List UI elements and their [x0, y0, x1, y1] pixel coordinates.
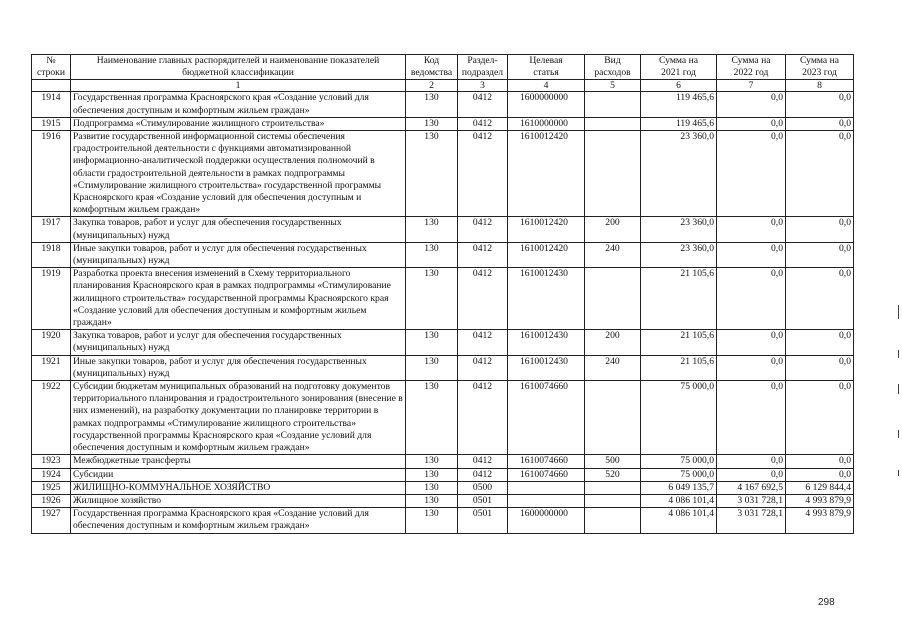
indicator-name-cell: ЖИЛИЩНО-КОММУНАЛЬНОЕ ХОЗЯЙСТВО [71, 481, 406, 494]
row-number-cell: 1927 [32, 508, 71, 533]
scan-margin-mark [898, 470, 899, 476]
department-code-cell: 130 [406, 381, 458, 455]
colnum-cell: 5 [585, 80, 641, 92]
header-section: Раздел- подраздел [458, 55, 508, 80]
sum-2022-cell: 0,0 [717, 268, 786, 330]
scan-margin-mark [898, 384, 899, 394]
sum-2023-cell: 0,0 [786, 455, 854, 468]
indicator-name-cell: Закупка товаров, работ и услуг для обеспечения государственных (муниципальных) нужд [71, 217, 406, 242]
sum-2021-cell: 6 049 135,7 [641, 481, 717, 494]
table-body [32, 92, 854, 533]
expense-type-cell [585, 481, 641, 494]
department-code-cell: 130 [406, 468, 458, 481]
row-number-cell: 1924 [32, 468, 71, 481]
table-row [32, 481, 854, 494]
sum-2023-cell: 6 129 844,4 [786, 481, 854, 494]
indicator-name-cell: Подпрограмма «Стимулирование жилищного строительства» [71, 117, 406, 130]
indicator-name-cell: Жилищное хозяйство [71, 494, 406, 507]
colnum-cell: 1 [71, 80, 406, 92]
sum-2021-cell: 21 105,6 [641, 330, 717, 355]
sum-2021-cell: 4 086 101,4 [641, 508, 717, 533]
section-cell: 0501 [458, 508, 508, 533]
scan-margin-mark [898, 305, 899, 319]
indicator-name-cell: Иные закупки товаров, работ и услуг для обеспечения государственных (муниципальных) нужд [71, 242, 406, 267]
expense-type-cell [585, 381, 641, 455]
colnum-cell: 2 [406, 80, 458, 92]
target-article-cell: 1600000000 [508, 92, 585, 117]
department-code-cell: 130 [406, 355, 458, 380]
row-number-cell: 1917 [32, 217, 71, 242]
sum-2021-cell: 23 360,0 [641, 217, 717, 242]
department-code-cell: 130 [406, 481, 458, 494]
expense-type-cell [585, 117, 641, 130]
table-row [32, 117, 854, 130]
table-row [32, 508, 854, 533]
table-row [32, 468, 854, 481]
sum-2021-cell: 119 465,6 [641, 117, 717, 130]
indicator-name-cell: Разработка проекта внесения изменений в Схему территориального планирования Красноярского края в рамках подпрограммы «Стимулирование жилищного строительства» государственной программы Красноярского края «Создание условий для обеспечения доступным и комфортным жильем граждан» [71, 268, 406, 330]
target-article-cell: 1610012420 [508, 131, 585, 217]
department-code-cell: 130 [406, 131, 458, 217]
sum-2021-cell: 75 000,0 [641, 381, 717, 455]
section-cell: 0412 [458, 217, 508, 242]
sum-2023-cell: 0,0 [786, 131, 854, 217]
section-cell: 0412 [458, 330, 508, 355]
table-row [32, 131, 854, 217]
department-code-cell: 130 [406, 268, 458, 330]
department-code-cell: 130 [406, 508, 458, 533]
header-sum-2022: Сумма на 2022 год [717, 55, 786, 80]
colnum-cell [32, 80, 71, 92]
target-article-cell [508, 494, 585, 507]
expense-type-cell [585, 268, 641, 330]
section-cell: 0412 [458, 117, 508, 130]
table-row [32, 242, 854, 267]
sum-2023-cell: 4 993 879,9 [786, 508, 854, 533]
row-number-cell: 1920 [32, 330, 71, 355]
colnum-cell: 4 [508, 80, 585, 92]
department-code-cell: 130 [406, 330, 458, 355]
expense-type-cell: 520 [585, 468, 641, 481]
section-cell: 0501 [458, 494, 508, 507]
expense-type-cell: 500 [585, 455, 641, 468]
header-department-code: Код ведомства [406, 55, 458, 80]
expense-type-cell: 240 [585, 355, 641, 380]
target-article-cell: 1600000000 [508, 508, 585, 533]
expense-type-cell [585, 508, 641, 533]
header-target-article: Целевая статья [508, 55, 585, 80]
target-article-cell: 1610074660 [508, 381, 585, 455]
target-article-cell: 1610012420 [508, 242, 585, 267]
sum-2023-cell: 0,0 [786, 217, 854, 242]
target-article-cell: 1610012430 [508, 330, 585, 355]
sum-2022-cell: 0,0 [717, 92, 786, 117]
table-row [32, 455, 854, 468]
indicator-name-cell: Государственная программа Красноярского края «Создание условий для обеспечения доступным и комфортным жильем граждан» [71, 508, 406, 533]
department-code-cell: 130 [406, 455, 458, 468]
colnum-cell: 8 [786, 80, 854, 92]
sum-2021-cell: 21 105,6 [641, 268, 717, 330]
sum-2023-cell: 0,0 [786, 117, 854, 130]
sum-2023-cell: 0,0 [786, 92, 854, 117]
section-cell: 0412 [458, 381, 508, 455]
section-cell: 0412 [458, 268, 508, 330]
colnum-cell: 6 [641, 80, 717, 92]
sum-2021-cell: 75 000,0 [641, 455, 717, 468]
header-sum-2021: Сумма на 2021 год [641, 55, 717, 80]
sum-2021-cell: 21 105,6 [641, 355, 717, 380]
department-code-cell: 130 [406, 117, 458, 130]
target-article-cell: 1610012430 [508, 268, 585, 330]
sum-2021-cell: 119 465,6 [641, 92, 717, 117]
row-number-cell: 1914 [32, 92, 71, 117]
target-article-cell: 1610074660 [508, 468, 585, 481]
indicator-name-cell: Субсидии [71, 468, 406, 481]
budget-table [31, 54, 854, 534]
table-row [32, 268, 854, 330]
table-row [32, 494, 854, 507]
expense-type-cell [585, 494, 641, 507]
row-number-cell: 1921 [32, 355, 71, 380]
sum-2021-cell: 75 000,0 [641, 468, 717, 481]
target-article-cell: 1610012420 [508, 217, 585, 242]
expense-type-cell: 240 [585, 242, 641, 267]
expense-type-cell: 200 [585, 330, 641, 355]
row-number-cell: 1925 [32, 481, 71, 494]
sum-2023-cell: 0,0 [786, 330, 854, 355]
target-article-cell: 1610000000 [508, 117, 585, 130]
sum-2022-cell: 0,0 [717, 455, 786, 468]
sum-2021-cell: 4 086 101,4 [641, 494, 717, 507]
sum-2021-cell: 23 360,0 [641, 131, 717, 217]
department-code-cell: 130 [406, 494, 458, 507]
sum-2023-cell: 0,0 [786, 381, 854, 455]
colnum-cell: 7 [717, 80, 786, 92]
page-number: 298 [818, 597, 835, 608]
sum-2022-cell: 3 031 728,1 [717, 508, 786, 533]
table-header [32, 55, 854, 92]
column-numbers-row [32, 80, 854, 92]
sum-2022-cell: 0,0 [717, 117, 786, 130]
indicator-name-cell: Развитие государственной информационной системы обеспечения градостроительной деятельности с функциями автоматизированной информационно-аналитической поддержки осуществления полномочий в области градостроительной деятельности в рамках подпрограммы «Стимулирование жилищного строительства» государственной программы Красноярского края «Создание условий для обеспечения доступным и комфортным жильем граждан» [71, 131, 406, 217]
section-cell: 0412 [458, 455, 508, 468]
scan-margin-mark [898, 430, 899, 438]
sum-2022-cell: 0,0 [717, 355, 786, 380]
row-number-cell: 1915 [32, 117, 71, 130]
section-cell: 0412 [458, 355, 508, 380]
table-row [32, 355, 854, 380]
department-code-cell: 130 [406, 92, 458, 117]
row-number-cell: 1923 [32, 455, 71, 468]
sum-2023-cell: 4 993 879,9 [786, 494, 854, 507]
indicator-name-cell: Иные закупки товаров, работ и услуг для обеспечения государственных (муниципальных) нужд [71, 355, 406, 380]
sum-2023-cell: 0,0 [786, 468, 854, 481]
department-code-cell: 130 [406, 217, 458, 242]
expense-type-cell [585, 131, 641, 217]
expense-type-cell [585, 92, 641, 117]
section-cell: 0500 [458, 481, 508, 494]
expense-type-cell: 200 [585, 217, 641, 242]
sum-2022-cell: 3 031 728,1 [717, 494, 786, 507]
indicator-name-cell: Субсидии бюджетам муниципальных образований на подготовку документов территориального планирования и градостроительного зонирования (внесение в них изменений), на разработку документации по планировке территории в рамках подпрограммы «Стимулирование жилищного строительства» государственной программы Красноярского края «Создание условий для обеспечения доступным и комфортным жильем граждан» [71, 381, 406, 455]
sum-2022-cell: 0,0 [717, 131, 786, 217]
sum-2023-cell: 0,0 [786, 355, 854, 380]
row-number-cell: 1922 [32, 381, 71, 455]
header-expense-type: Вид расходов [585, 55, 641, 80]
target-article-cell: 1610074660 [508, 455, 585, 468]
scan-margin-mark [898, 350, 899, 358]
header-sum-2023: Сумма на 2023 год [786, 55, 854, 80]
department-code-cell: 130 [406, 242, 458, 267]
sum-2022-cell: 0,0 [717, 330, 786, 355]
sum-2022-cell: 0,0 [717, 242, 786, 267]
target-article-cell: 1610012430 [508, 355, 585, 380]
section-cell: 0412 [458, 131, 508, 217]
row-number-cell: 1916 [32, 131, 71, 217]
table-row [32, 92, 854, 117]
section-cell: 0412 [458, 242, 508, 267]
table-row [32, 217, 854, 242]
row-number-cell: 1926 [32, 494, 71, 507]
header-name: Наименование главных распорядителей и наименование показателей бюджетной классификации [71, 55, 406, 80]
sum-2022-cell: 0,0 [717, 381, 786, 455]
row-number-cell: 1918 [32, 242, 71, 267]
sum-2022-cell: 4 167 692,5 [717, 481, 786, 494]
table-row [32, 330, 854, 355]
indicator-name-cell: Закупка товаров, работ и услуг для обеспечения государственных (муниципальных) нужд [71, 330, 406, 355]
sum-2022-cell: 0,0 [717, 217, 786, 242]
target-article-cell [508, 481, 585, 494]
table-row [32, 381, 854, 455]
indicator-name-cell: Межбюджетные трансферты [71, 455, 406, 468]
sum-2022-cell: 0,0 [717, 468, 786, 481]
sum-2021-cell: 23 360,0 [641, 242, 717, 267]
colnum-cell: 3 [458, 80, 508, 92]
sum-2023-cell: 0,0 [786, 242, 854, 267]
sum-2023-cell: 0,0 [786, 268, 854, 330]
section-cell: 0412 [458, 92, 508, 117]
row-number-cell: 1919 [32, 268, 71, 330]
budget-sheet [31, 54, 853, 534]
indicator-name-cell: Государственная программа Красноярского края «Создание условий для обеспечения доступным и комфортным жильем граждан» [71, 92, 406, 117]
header-row-number: № строки [32, 55, 71, 80]
header-row [32, 55, 854, 80]
section-cell: 0412 [458, 468, 508, 481]
